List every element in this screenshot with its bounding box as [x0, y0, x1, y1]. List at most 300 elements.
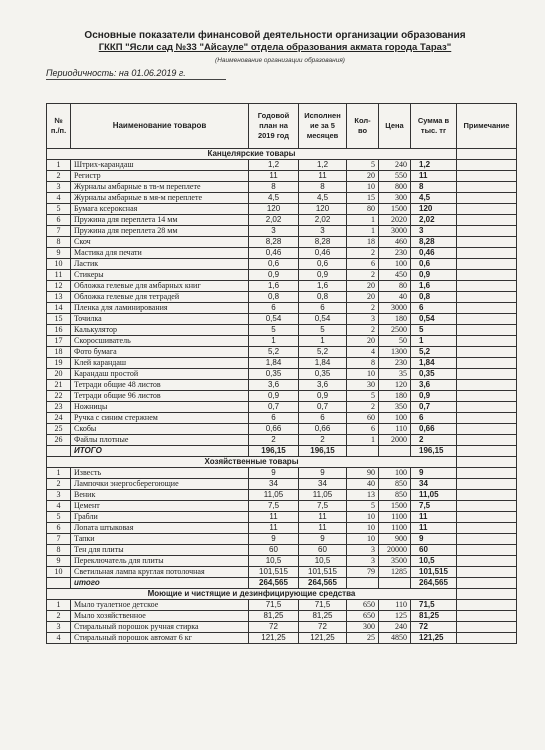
sum-thousand-tenge: 1,84	[411, 358, 457, 369]
col-header-sum: Сумма в тыс. тг	[411, 104, 457, 149]
quantity: 8	[347, 358, 379, 369]
row-number: 3	[47, 490, 71, 501]
item-name: Стиральный порошок ручная стирка	[71, 622, 249, 633]
note-cell	[457, 424, 517, 435]
executed-5-months: 9	[299, 468, 347, 479]
quantity: 1	[347, 226, 379, 237]
total-label: итого	[71, 578, 249, 589]
row-number: 6	[47, 215, 71, 226]
item-name: Веник	[71, 490, 249, 501]
table-row	[47, 171, 517, 182]
item-name: Обложка гелевые для амбарных книг	[71, 281, 249, 292]
item-name: Скоросшиватель	[71, 336, 249, 347]
quantity: 10	[347, 182, 379, 193]
sum-thousand-tenge: 6	[411, 303, 457, 314]
table-row	[47, 193, 517, 204]
executed-5-months: 0,9	[299, 270, 347, 281]
row-number: 6	[47, 523, 71, 534]
quantity: 1	[347, 435, 379, 446]
price: 40	[379, 292, 411, 303]
sum-thousand-tenge: 81,25	[411, 611, 457, 622]
sum-thousand-tenge: 11	[411, 171, 457, 182]
annual-plan: 6	[249, 413, 299, 424]
item-name: Стикеры	[71, 270, 249, 281]
note-cell	[457, 523, 517, 534]
note-cell	[457, 556, 517, 567]
section-header-row	[47, 589, 517, 600]
sum-thousand-tenge: 10,5	[411, 556, 457, 567]
item-name: Лопата штыковая	[71, 523, 249, 534]
quantity	[347, 446, 379, 457]
quantity: 10	[347, 512, 379, 523]
price: 300	[379, 193, 411, 204]
note-cell	[457, 468, 517, 479]
item-name: Светильная лампа круглая потолочная	[71, 567, 249, 578]
note-cell	[457, 512, 517, 523]
executed-5-months: 0,9	[299, 391, 347, 402]
executed-5-months: 72	[299, 622, 347, 633]
row-number: 15	[47, 314, 71, 325]
item-name: Карандаш простой	[71, 369, 249, 380]
row-number: 18	[47, 347, 71, 358]
price: 180	[379, 314, 411, 325]
executed-5-months: 101,515	[299, 567, 347, 578]
annual-plan: 8	[249, 182, 299, 193]
item-name: Ручка с синим стержнем	[71, 413, 249, 424]
item-name: Мыло хозяйственное	[71, 611, 249, 622]
table-row	[47, 270, 517, 281]
item-name: Журналы амбарные в тв-м переплете	[71, 182, 249, 193]
quantity: 2	[347, 270, 379, 281]
quantity	[347, 578, 379, 589]
annual-plan: 0,66	[249, 424, 299, 435]
row-number: 10	[47, 567, 71, 578]
sum-thousand-tenge: 0,66	[411, 424, 457, 435]
row-number: 2	[47, 611, 71, 622]
executed-5-months: 3,6	[299, 380, 347, 391]
row-number: 7	[47, 534, 71, 545]
quantity: 5	[347, 501, 379, 512]
row-number: 23	[47, 402, 71, 413]
item-name: Скоч	[71, 237, 249, 248]
note-cell	[457, 270, 517, 281]
note-cell	[457, 347, 517, 358]
annual-plan: 101,515	[249, 567, 299, 578]
executed-5-months: 7,5	[299, 501, 347, 512]
item-name: Ножницы	[71, 402, 249, 413]
sum-thousand-tenge: 0,35	[411, 369, 457, 380]
quantity: 2	[347, 303, 379, 314]
row-number: 11	[47, 270, 71, 281]
annual-plan: 0,9	[249, 391, 299, 402]
annual-plan: 3,6	[249, 380, 299, 391]
item-name: Лампочки энергосберегоющие	[71, 479, 249, 490]
item-name: Пружина для переплета 14 мм	[71, 215, 249, 226]
price: 850	[379, 479, 411, 490]
row-number: 17	[47, 336, 71, 347]
table-row	[47, 622, 517, 633]
annual-plan: 0,8	[249, 292, 299, 303]
quantity: 6	[347, 424, 379, 435]
note-cell	[457, 149, 517, 160]
item-name: Мастика для печати	[71, 248, 249, 259]
table-row	[47, 567, 517, 578]
executed-5-months: 0,6	[299, 259, 347, 270]
table-row	[47, 512, 517, 523]
note-cell	[457, 226, 517, 237]
annual-plan: 121,25	[249, 633, 299, 644]
executed-5-months: 71,5	[299, 600, 347, 611]
item-name: Известь	[71, 468, 249, 479]
sum-thousand-tenge: 11,05	[411, 490, 457, 501]
note-cell	[457, 501, 517, 512]
col-header-no: № п./п.	[47, 104, 71, 149]
row-number: 16	[47, 325, 71, 336]
price: 3000	[379, 226, 411, 237]
executed-5-months: 60	[299, 545, 347, 556]
sum-thousand-tenge: 60	[411, 545, 457, 556]
annual-plan: 2,02	[249, 215, 299, 226]
price: 1100	[379, 512, 411, 523]
period-underline	[46, 79, 226, 80]
row-number: 22	[47, 391, 71, 402]
price: 125	[379, 611, 411, 622]
row-number: 21	[47, 380, 71, 391]
table-row	[47, 523, 517, 534]
note-cell	[457, 622, 517, 633]
executed-5-months: 1,6	[299, 281, 347, 292]
col-header-price: Цена	[379, 104, 411, 149]
item-name: Грабли	[71, 512, 249, 523]
sum-thousand-tenge: 8	[411, 182, 457, 193]
total-plan: 196,15	[249, 446, 299, 457]
item-name: Ластик	[71, 259, 249, 270]
note-cell	[457, 358, 517, 369]
section-header-row	[47, 457, 517, 468]
price: 2500	[379, 325, 411, 336]
table-row	[47, 402, 517, 413]
price: 1285	[379, 567, 411, 578]
annual-plan: 120	[249, 204, 299, 215]
row-number: 2	[47, 171, 71, 182]
executed-5-months: 0,66	[299, 424, 347, 435]
note-cell	[457, 457, 517, 468]
quantity: 3	[347, 314, 379, 325]
total-sum: 196,15	[411, 446, 457, 457]
price: 100	[379, 259, 411, 270]
note-cell	[457, 160, 517, 171]
note-cell	[457, 193, 517, 204]
item-name: Калькулятор	[71, 325, 249, 336]
sum-thousand-tenge: 5,2	[411, 347, 457, 358]
sum-thousand-tenge: 34	[411, 479, 457, 490]
table-row	[47, 611, 517, 622]
quantity: 300	[347, 622, 379, 633]
quantity: 5	[347, 391, 379, 402]
executed-5-months: 2,02	[299, 215, 347, 226]
table-body	[47, 149, 517, 644]
row-number: 20	[47, 369, 71, 380]
quantity: 5	[347, 160, 379, 171]
annual-plan: 11	[249, 171, 299, 182]
annual-plan: 4,5	[249, 193, 299, 204]
annual-plan: 1,6	[249, 281, 299, 292]
row-number: 4	[47, 633, 71, 644]
price: 1500	[379, 204, 411, 215]
sum-thousand-tenge: 3	[411, 226, 457, 237]
note-cell	[457, 248, 517, 259]
table-row	[47, 424, 517, 435]
row-number: 4	[47, 193, 71, 204]
item-name: Тен для плиты	[71, 545, 249, 556]
executed-5-months: 0,46	[299, 248, 347, 259]
annual-plan: 60	[249, 545, 299, 556]
item-name: Файлы плотные	[71, 435, 249, 446]
executed-5-months: 5	[299, 325, 347, 336]
sum-thousand-tenge: 0,7	[411, 402, 457, 413]
row-number: 8	[47, 545, 71, 556]
item-name: Переключатель для плиты	[71, 556, 249, 567]
row-number: 4	[47, 501, 71, 512]
executed-5-months: 9	[299, 534, 347, 545]
note-cell	[457, 369, 517, 380]
quantity: 18	[347, 237, 379, 248]
quantity: 15	[347, 193, 379, 204]
executed-5-months: 1,2	[299, 160, 347, 171]
executed-5-months: 11	[299, 512, 347, 523]
table-row	[47, 215, 517, 226]
organization-name	[40, 42, 510, 54]
item-name: Фото бумага	[71, 347, 249, 358]
sum-thousand-tenge: 6	[411, 413, 457, 424]
row-number: 3	[47, 622, 71, 633]
item-name: Тетради общие 48 листов	[71, 380, 249, 391]
sum-thousand-tenge: 0,6	[411, 259, 457, 270]
executed-5-months: 0,7	[299, 402, 347, 413]
row-number: 5	[47, 204, 71, 215]
annual-plan: 8,28	[249, 237, 299, 248]
executed-5-months: 0,35	[299, 369, 347, 380]
price: 900	[379, 534, 411, 545]
price: 100	[379, 413, 411, 424]
note-cell	[457, 633, 517, 644]
price: 50	[379, 336, 411, 347]
price: 80	[379, 281, 411, 292]
quantity: 13	[347, 490, 379, 501]
executed-5-months: 1	[299, 336, 347, 347]
quantity: 2	[347, 248, 379, 259]
table-row	[47, 501, 517, 512]
sum-thousand-tenge: 2,02	[411, 215, 457, 226]
note-cell	[457, 567, 517, 578]
price: 230	[379, 358, 411, 369]
quantity: 25	[347, 633, 379, 644]
item-name: Тетради общие 96 листов	[71, 391, 249, 402]
table-row	[47, 534, 517, 545]
table-row	[47, 380, 517, 391]
price: 850	[379, 490, 411, 501]
price: 2020	[379, 215, 411, 226]
price: 800	[379, 182, 411, 193]
row-number: 2	[47, 479, 71, 490]
price: 1100	[379, 523, 411, 534]
table-row	[47, 479, 517, 490]
annual-plan: 10,5	[249, 556, 299, 567]
total-label: ИТОГО	[71, 446, 249, 457]
sum-thousand-tenge: 4,5	[411, 193, 457, 204]
quantity: 40	[347, 479, 379, 490]
col-header-name: Наименование товаров	[71, 104, 249, 149]
executed-5-months: 11,05	[299, 490, 347, 501]
price: 240	[379, 622, 411, 633]
annual-plan: 6	[249, 303, 299, 314]
sum-thousand-tenge: 9	[411, 468, 457, 479]
section-title: Канцелярские товары	[47, 149, 457, 160]
note-cell	[457, 171, 517, 182]
note-cell	[457, 292, 517, 303]
note-cell	[457, 182, 517, 193]
table-row	[47, 435, 517, 446]
table-row	[47, 182, 517, 193]
sum-thousand-tenge: 72	[411, 622, 457, 633]
annual-plan: 11,05	[249, 490, 299, 501]
table-row	[47, 358, 517, 369]
row-number: 10	[47, 259, 71, 270]
section-header-row	[47, 149, 517, 160]
price: 240	[379, 160, 411, 171]
price: 1500	[379, 501, 411, 512]
table-row	[47, 248, 517, 259]
annual-plan: 71,5	[249, 600, 299, 611]
sum-thousand-tenge: 1,2	[411, 160, 457, 171]
quantity: 10	[347, 534, 379, 545]
row-number	[47, 446, 71, 457]
item-name: Цемент	[71, 501, 249, 512]
quantity: 30	[347, 380, 379, 391]
row-number: 5	[47, 512, 71, 523]
sum-thousand-tenge: 1	[411, 336, 457, 347]
row-number: 25	[47, 424, 71, 435]
annual-plan: 1,84	[249, 358, 299, 369]
price: 110	[379, 600, 411, 611]
quantity: 20	[347, 292, 379, 303]
annual-plan: 34	[249, 479, 299, 490]
table-row	[47, 237, 517, 248]
row-number: 24	[47, 413, 71, 424]
note-cell	[457, 534, 517, 545]
executed-5-months: 6	[299, 303, 347, 314]
table-row	[47, 545, 517, 556]
executed-5-months: 6	[299, 413, 347, 424]
executed-5-months: 34	[299, 479, 347, 490]
price: 2000	[379, 435, 411, 446]
row-number: 14	[47, 303, 71, 314]
quantity: 79	[347, 567, 379, 578]
executed-5-months: 5,2	[299, 347, 347, 358]
annual-plan: 2	[249, 435, 299, 446]
table-row	[47, 468, 517, 479]
price: 1300	[379, 347, 411, 358]
quantity: 20	[347, 171, 379, 182]
price: 350	[379, 402, 411, 413]
sum-thousand-tenge: 0,9	[411, 391, 457, 402]
executed-5-months: 3	[299, 226, 347, 237]
indicators-table	[46, 103, 517, 644]
quantity: 20	[347, 336, 379, 347]
quantity: 2	[347, 325, 379, 336]
price	[379, 578, 411, 589]
note-cell	[457, 215, 517, 226]
annual-plan: 1,2	[249, 160, 299, 171]
row-number: 7	[47, 226, 71, 237]
annual-plan: 81,25	[249, 611, 299, 622]
sum-thousand-tenge: 3,6	[411, 380, 457, 391]
total-plan: 264,565	[249, 578, 299, 589]
quantity: 3	[347, 545, 379, 556]
note-cell	[457, 446, 517, 457]
executed-5-months: 0,8	[299, 292, 347, 303]
sum-thousand-tenge: 0,54	[411, 314, 457, 325]
item-name: Точилка	[71, 314, 249, 325]
section-title: Моющие и чистящие и дезинфицирующие средства	[47, 589, 457, 600]
annual-plan: 0,7	[249, 402, 299, 413]
sum-thousand-tenge: 7,5	[411, 501, 457, 512]
note-cell	[457, 435, 517, 446]
annual-plan: 9	[249, 468, 299, 479]
annual-plan: 72	[249, 622, 299, 633]
note-cell	[457, 303, 517, 314]
item-name: Скобы	[71, 424, 249, 435]
table-row	[47, 303, 517, 314]
price: 100	[379, 468, 411, 479]
sum-thousand-tenge: 0,9	[411, 270, 457, 281]
annual-plan: 11	[249, 523, 299, 534]
quantity: 60	[347, 413, 379, 424]
row-number: 9	[47, 248, 71, 259]
table-row	[47, 281, 517, 292]
organization-name-text: ГККП "Ясли сад №33 "Айсауле" отдела образования акмата города Тараз"	[98, 42, 452, 53]
table-row	[47, 314, 517, 325]
table-row	[47, 490, 517, 501]
note-cell	[457, 611, 517, 622]
price: 110	[379, 424, 411, 435]
annual-plan: 7,5	[249, 501, 299, 512]
annual-plan: 5,2	[249, 347, 299, 358]
table-row	[47, 336, 517, 347]
executed-5-months: 11	[299, 523, 347, 534]
item-name: Регистр	[71, 171, 249, 182]
sum-thousand-tenge: 11	[411, 512, 457, 523]
note-cell	[457, 259, 517, 270]
table-row	[47, 292, 517, 303]
table-header-row	[47, 104, 517, 149]
executed-5-months: 11	[299, 171, 347, 182]
table-row	[47, 204, 517, 215]
row-number: 12	[47, 281, 71, 292]
sum-thousand-tenge: 1,6	[411, 281, 457, 292]
note-cell	[457, 589, 517, 600]
document-title: Основные показатели финансовой деятельности организации образования	[84, 30, 466, 41]
total-exec: 264,565	[299, 578, 347, 589]
total-exec: 196,15	[299, 446, 347, 457]
annual-plan: 3	[249, 226, 299, 237]
annual-plan: 0,35	[249, 369, 299, 380]
table-row	[47, 413, 517, 424]
annual-plan: 0,6	[249, 259, 299, 270]
price: 3000	[379, 303, 411, 314]
annual-plan: 1	[249, 336, 299, 347]
annual-plan: 9	[249, 534, 299, 545]
